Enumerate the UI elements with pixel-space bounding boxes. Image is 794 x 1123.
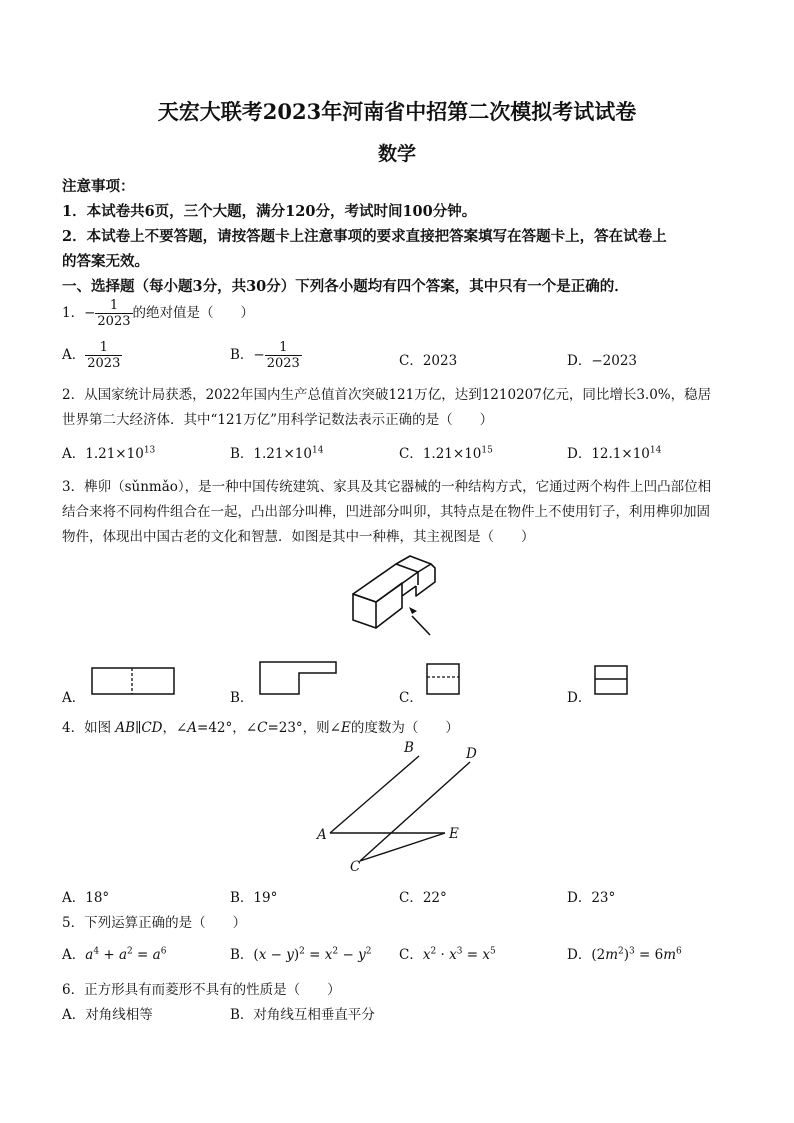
q1-prefix: 1．−	[62, 305, 96, 321]
notes-heading: 注意事项：	[62, 178, 135, 195]
question-5: 5．下列运算正确的是（ ）	[62, 915, 247, 931]
q4-angle-e: E	[341, 720, 351, 736]
q5-option-d-label: D．	[567, 947, 592, 963]
q3-line-1: 3．榫卯（sǔnmǎo），是一种中国传统建筑、家具及其它器械的一种结构方式，它通过两个构件上凹凸部位相	[62, 479, 712, 495]
question-6: 6．正方形具有而菱形不具有的性质是（ ）	[62, 982, 341, 998]
q4-angle-a: A	[187, 720, 198, 736]
q3-option-d-figure	[594, 665, 628, 695]
q5-option-b: B．$(x - y)^2 = x^2 - y^2$	[230, 946, 372, 963]
q4-angle-c-value: =23°，则∠	[267, 720, 341, 736]
q1-option-d: D．−2023	[567, 353, 637, 369]
q2-option-c-exponent: 15	[481, 445, 493, 456]
q4-angle-c: C	[257, 720, 268, 736]
q4-label-b: B	[404, 740, 414, 756]
question-4	[62, 716, 459, 736]
q4-ab: AB	[115, 720, 136, 736]
q2-line-1: 2．从国家统计局获悉，2022年国内生产总值首次突破121万亿，达到1210207亿元，同比增长3.0%，稳居	[62, 387, 712, 403]
q2-option-a	[62, 442, 155, 462]
q4-option-d: D．23°	[567, 890, 616, 906]
q3-option-c-figure	[426, 663, 460, 695]
q4-label-e: E	[449, 826, 459, 842]
q1-fraction-denominator: 2023	[97, 314, 131, 329]
q1-option-b-fraction	[265, 340, 302, 371]
notes-item-1: 1．本试卷共6页，三个大题，满分120分，考试时间100分钟。	[62, 203, 477, 220]
q3-option-d-label: D．	[567, 690, 592, 706]
q1-option-a-fraction	[85, 340, 122, 371]
subject-title: 数学	[377, 143, 416, 165]
q3-option-a-label: A．	[62, 690, 86, 706]
q4-prefix: 4．如图	[62, 720, 116, 736]
q2-option-b-exponent: 14	[311, 445, 324, 456]
q5-option-b-label: B．	[230, 947, 254, 963]
q1-option-b	[230, 340, 302, 371]
q3-option-b-label: B．	[230, 690, 254, 706]
q1-option-a	[62, 340, 122, 371]
q6-option-a: A．对角线相等	[62, 1007, 153, 1023]
q2-option-d-exponent: 14	[649, 445, 662, 456]
q1-fraction	[95, 298, 132, 329]
q1-option-c: C．2023	[399, 353, 458, 369]
q5-option-a-label: A．	[62, 947, 86, 963]
q2-option-a-exponent: 13	[143, 445, 156, 456]
q1-option-a-denominator: 2023	[87, 356, 121, 371]
q4-angle-a-value: =42°，∠	[197, 720, 258, 736]
q5-option-d: D．$(2m^2)^3 = 6m^6$	[567, 946, 682, 963]
q3-line-2: 结合来将不同构件组合在一起，凸出部分叫榫，凹进部分叫卯，其特点是在物件上不使用钉子，利用榫卯加固	[62, 504, 710, 520]
q4-option-a: A．18°	[62, 890, 110, 906]
q5-option-a: A．$a^4 + a^2 = a^6$	[62, 946, 167, 963]
question-1	[62, 298, 254, 329]
q4-option-c: C．22°	[399, 890, 447, 906]
q4-mid: ，∠	[162, 720, 188, 736]
section-1-heading: 一、选择题（每小题3分，共30分）下列各小题均有四个答案，其中只有一个是正确的．	[62, 278, 629, 295]
q3-option-a-figure	[91, 667, 175, 695]
q1-option-b-label: B．−	[230, 347, 265, 363]
tenon-3d-figure	[350, 552, 450, 644]
q5-option-c: C．$x^2 \cdot x^3 = x^5$	[399, 946, 496, 963]
q4-suffix: 的度数为（ ）	[350, 720, 459, 736]
q1-option-b-numerator: 1	[265, 340, 302, 356]
q3-option-c-label: C．	[399, 690, 423, 706]
q4-cd: CD	[141, 720, 163, 736]
q4-parallel: ∥	[135, 720, 142, 736]
q1-suffix: 的绝对值是（ ）	[132, 305, 254, 321]
q4-geometry-figure	[310, 740, 490, 880]
q1-option-b-denominator: 2023	[266, 356, 300, 371]
q2-option-d	[567, 442, 661, 462]
q1-option-a-label: A．	[62, 347, 86, 363]
q2-option-a-base: A．1.21×10	[62, 446, 144, 462]
q4-label-d: D	[466, 746, 477, 762]
q3-option-b-figure	[259, 661, 337, 695]
q1-option-a-numerator: 1	[85, 340, 122, 356]
q2-line-2: 世界第二大经济体．其中“121万亿”用科学记数法表示正确的是（ ）	[62, 412, 494, 428]
q2-option-c-base: C．1.21×10	[399, 446, 482, 462]
q2-option-b	[230, 442, 323, 462]
q6-option-b: B．对角线互相垂直平分	[230, 1007, 375, 1023]
q4-option-b: B．19°	[230, 890, 278, 906]
q5-option-c-label: C．	[399, 947, 423, 963]
q4-label-a: A	[317, 827, 327, 843]
notes-item-2-line-2: 的答案无效。	[62, 253, 149, 270]
q2-option-b-base: B．1.21×10	[230, 446, 312, 462]
q2-option-d-base: D．12.1×10	[567, 446, 650, 462]
exam-title: 天宏大联考2023年河南省中招第二次模拟考试试卷	[157, 99, 637, 124]
q3-line-3: 物件，体现出中国古老的文化和智慧．如图是其中一种榫，其主视图是（ ）	[62, 529, 535, 545]
q1-fraction-numerator: 1	[95, 298, 132, 314]
notes-item-2-line-1: 2．本试卷上不要答题，请按答题卡上注意事项的要求直接把答案填写在答题卡上，答在试卷上	[62, 228, 667, 245]
q4-label-c: C	[350, 859, 361, 875]
q2-option-c	[399, 442, 493, 462]
